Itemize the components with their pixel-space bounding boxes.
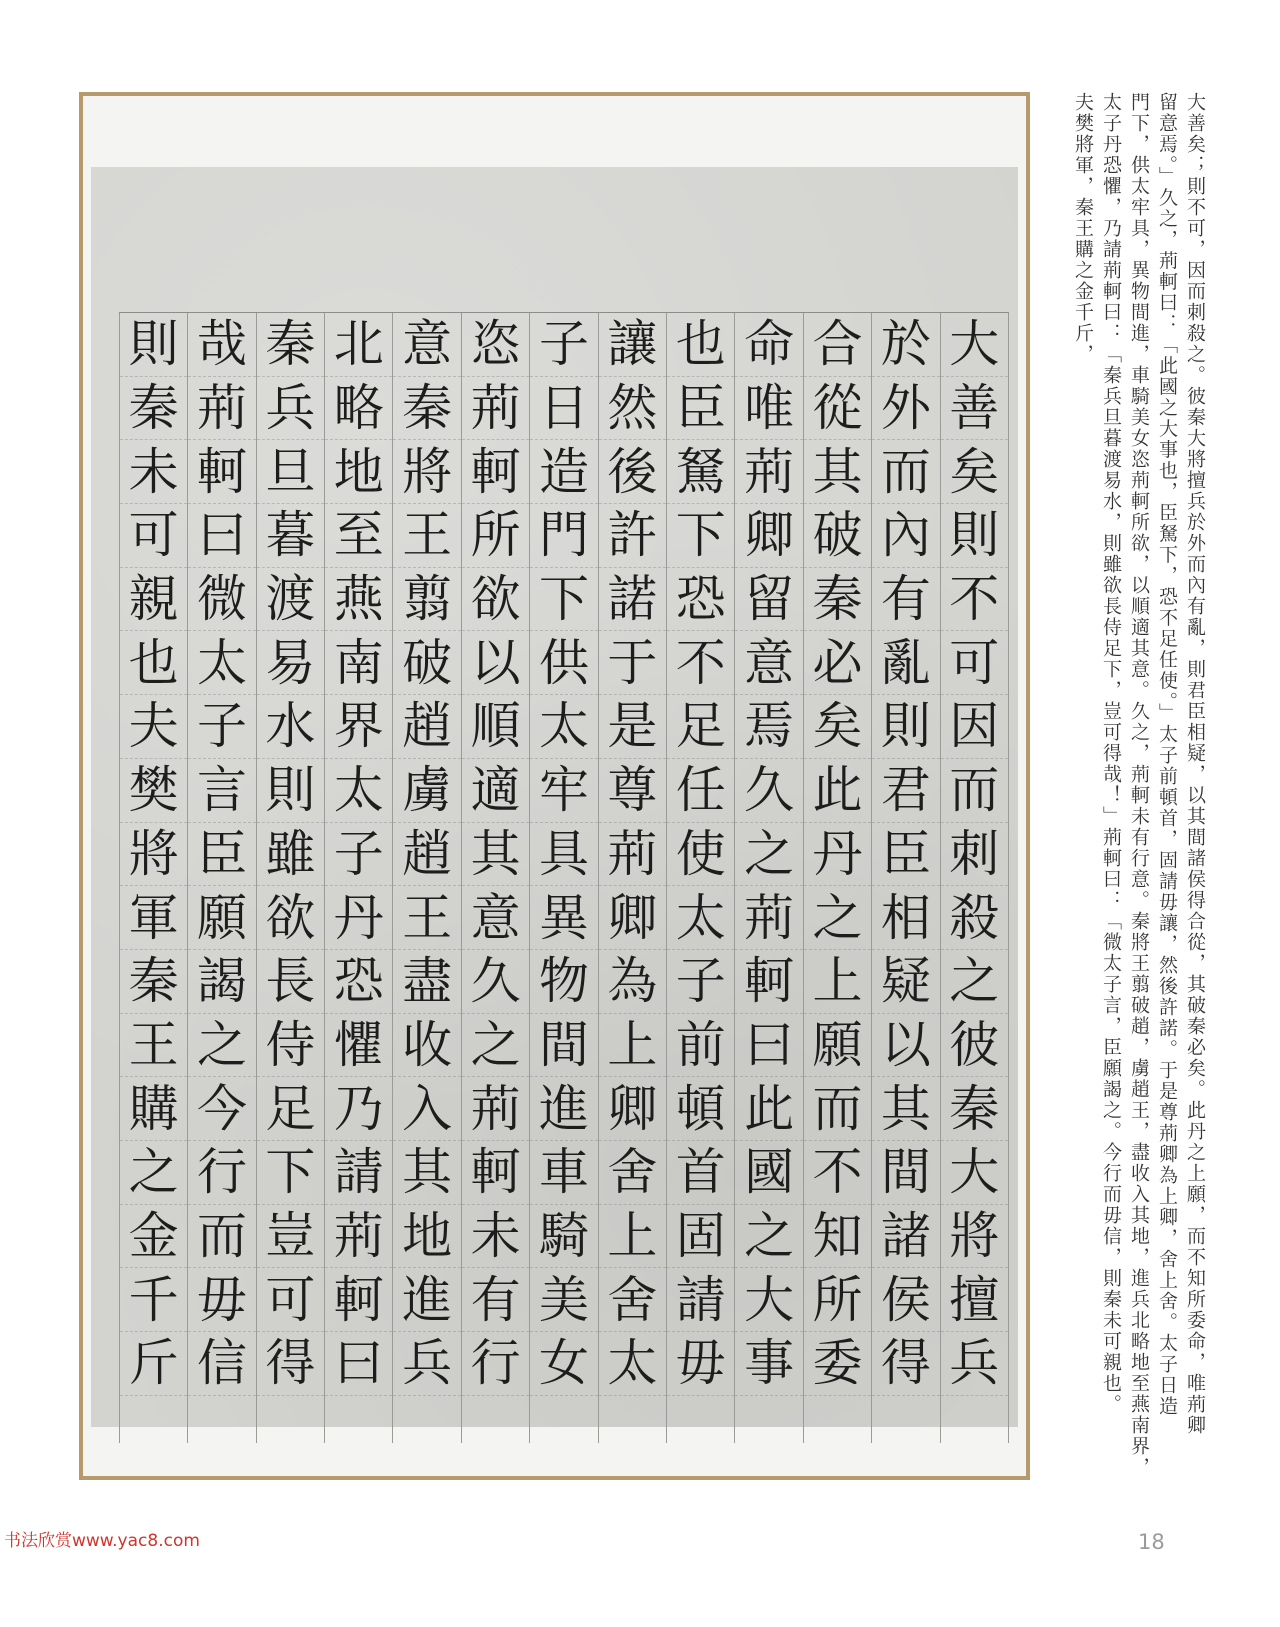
calligraphy-character: 請 <box>667 1268 734 1332</box>
calligraphy-character: 乃 <box>325 1077 392 1141</box>
calligraphy-character: 丹 <box>804 823 871 887</box>
calligraphy-character: 入 <box>393 1077 460 1141</box>
calligraphy-column <box>871 313 939 1443</box>
calligraphy-character: 其 <box>804 440 871 504</box>
calligraphy-column <box>256 313 324 1443</box>
calligraphy-character: 軻 <box>188 440 255 504</box>
calligraphy-character: 毋 <box>188 1268 255 1332</box>
transcription-column: 夫樊將軍，秦王購之金千斤， <box>1072 92 1094 365</box>
calligraphy-character: 門 <box>530 504 597 568</box>
calligraphy-character: 請 <box>325 1141 392 1205</box>
calligraphy-plate-frame <box>79 92 1030 1480</box>
calligraphy-character: 子 <box>188 695 255 759</box>
calligraphy-character: 進 <box>393 1268 460 1332</box>
calligraphy-character: 下 <box>667 504 734 568</box>
calligraphy-character: 荊 <box>325 1205 392 1269</box>
calligraphy-character: 尊 <box>599 759 666 823</box>
calligraphy-character: 臣 <box>188 823 255 887</box>
calligraphy-character: 于 <box>599 631 666 695</box>
calligraphy-character: 外 <box>872 377 939 441</box>
calligraphy-character: 為 <box>599 950 666 1014</box>
calligraphy-character: 秦 <box>804 568 871 632</box>
calligraphy-character: 兵 <box>257 377 324 441</box>
calligraphy-character: 久 <box>735 759 802 823</box>
calligraphy-character: 趙 <box>393 695 460 759</box>
calligraphy-character: 殺 <box>941 886 1008 950</box>
calligraphy-character: 頓 <box>667 1077 734 1141</box>
calligraphy-character: 秦 <box>393 377 460 441</box>
calligraphy-character: 委 <box>804 1332 871 1396</box>
calligraphy-character: 國 <box>735 1141 802 1205</box>
calligraphy-character: 軻 <box>735 950 802 1014</box>
calligraphy-character: 至 <box>325 504 392 568</box>
calligraphy-character: 微 <box>188 568 255 632</box>
calligraphy-character: 行 <box>462 1332 529 1396</box>
calligraphy-character: 適 <box>462 759 529 823</box>
calligraphy-character: 意 <box>735 631 802 695</box>
calligraphy-character: 樊 <box>120 759 187 823</box>
calligraphy-character: 王 <box>120 1014 187 1078</box>
calligraphy-character: 因 <box>941 695 1008 759</box>
calligraphy-character: 以 <box>462 631 529 695</box>
calligraphy-character: 合 <box>804 313 871 377</box>
calligraphy-character: 命 <box>735 313 802 377</box>
calligraphy-character: 之 <box>188 1014 255 1078</box>
calligraphy-character: 未 <box>120 440 187 504</box>
calligraphy-character: 翦 <box>393 568 460 632</box>
calligraphy-character: 可 <box>120 504 187 568</box>
calligraphy-character: 使 <box>667 823 734 887</box>
calligraphy-character: 日 <box>530 377 597 441</box>
calligraphy-character: 大 <box>941 313 1008 377</box>
calligraphy-character: 其 <box>393 1141 460 1205</box>
calligraphy-character: 卿 <box>599 886 666 950</box>
calligraphy-column <box>119 313 187 1443</box>
calligraphy-character: 固 <box>667 1205 734 1269</box>
calligraphy-character: 曰 <box>188 504 255 568</box>
calligraphy-character: 破 <box>393 631 460 695</box>
calligraphy-character: 意 <box>393 313 460 377</box>
calligraphy-character: 有 <box>462 1268 529 1332</box>
transcription-column: 門下，供太牢具，異物間進，車騎美女恣荊軻所欲，以順適其意。久之，荊軻未有行意。秦將王翦破趙，虜趙王，盡收入其地，進兵北略地至燕南界， <box>1128 92 1150 1478</box>
calligraphy-character: 從 <box>804 377 871 441</box>
calligraphy-character: 懼 <box>325 1014 392 1078</box>
calligraphy-character: 卿 <box>735 504 802 568</box>
calligraphy-character: 南 <box>325 631 392 695</box>
calligraphy-character: 雖 <box>257 823 324 887</box>
calligraphy-character: 足 <box>667 695 734 759</box>
calligraphy-character: 車 <box>530 1141 597 1205</box>
calligraphy-character: 秦 <box>257 313 324 377</box>
calligraphy-character: 而 <box>188 1205 255 1269</box>
calligraphy-character: 於 <box>872 313 939 377</box>
calligraphy-character: 矣 <box>804 695 871 759</box>
calligraphy-character: 略 <box>325 377 392 441</box>
calligraphy-rubbing <box>91 167 1018 1427</box>
calligraphy-character: 不 <box>941 568 1008 632</box>
calligraphy-character: 內 <box>872 504 939 568</box>
calligraphy-character: 造 <box>530 440 597 504</box>
calligraphy-character: 臣 <box>872 823 939 887</box>
calligraphy-character: 易 <box>257 631 324 695</box>
calligraphy-character: 軻 <box>325 1268 392 1332</box>
calligraphy-character: 子 <box>530 313 597 377</box>
calligraphy-character: 欲 <box>257 886 324 950</box>
calligraphy-character: 金 <box>120 1205 187 1269</box>
calligraphy-character: 擅 <box>941 1268 1008 1332</box>
calligraphy-column <box>803 313 871 1443</box>
calligraphy-character: 所 <box>462 504 529 568</box>
calligraphy-character: 夫 <box>120 695 187 759</box>
calligraphy-character: 騎 <box>530 1205 597 1269</box>
calligraphy-character: 可 <box>257 1268 324 1332</box>
calligraphy-character: 斤 <box>120 1332 187 1396</box>
calligraphy-character: 軻 <box>462 1141 529 1205</box>
calligraphy-character: 卿 <box>599 1077 666 1141</box>
calligraphy-character: 荊 <box>188 377 255 441</box>
calligraphy-character: 丹 <box>325 886 392 950</box>
calligraphy-character: 行 <box>188 1141 255 1205</box>
calligraphy-character: 足 <box>257 1077 324 1141</box>
calligraphy-character: 未 <box>462 1205 529 1269</box>
calligraphy-character: 大 <box>941 1141 1008 1205</box>
calligraphy-character: 意 <box>462 886 529 950</box>
calligraphy-column <box>940 313 1009 1443</box>
calligraphy-character: 諸 <box>872 1205 939 1269</box>
calligraphy-character: 必 <box>804 631 871 695</box>
calligraphy-character: 秦 <box>120 950 187 1014</box>
calligraphy-character: 知 <box>804 1205 871 1269</box>
calligraphy-character: 舍 <box>599 1268 666 1332</box>
calligraphy-character: 下 <box>257 1141 324 1205</box>
calligraphy-character: 而 <box>804 1077 871 1141</box>
calligraphy-character: 上 <box>599 1014 666 1078</box>
calligraphy-character: 太 <box>667 886 734 950</box>
calligraphy-character: 暮 <box>257 504 324 568</box>
calligraphy-character: 許 <box>599 504 666 568</box>
calligraphy-character: 不 <box>667 631 734 695</box>
calligraphy-character: 太 <box>599 1332 666 1396</box>
transcription-column: 留意焉。」久之，荊軻曰：「此國之大事也，臣駑下，恐不足任使。」太子前頓首，固請毋讓，然後許諾。于是尊荊卿為上卿，舍上舍。太子日造 <box>1156 92 1178 1417</box>
calligraphy-character: 侯 <box>872 1268 939 1332</box>
calligraphy-character: 而 <box>872 440 939 504</box>
calligraphy-character: 間 <box>872 1141 939 1205</box>
calligraphy-character: 臣 <box>667 377 734 441</box>
calligraphy-character: 也 <box>667 313 734 377</box>
calligraphy-character: 兵 <box>941 1332 1008 1396</box>
calligraphy-character: 供 <box>530 631 597 695</box>
page-number: 18 <box>1138 1530 1165 1554</box>
calligraphy-character: 欲 <box>462 568 529 632</box>
calligraphy-character: 之 <box>735 823 802 887</box>
calligraphy-character: 子 <box>667 950 734 1014</box>
calligraphy-character: 駑 <box>667 440 734 504</box>
calligraphy-character: 則 <box>120 313 187 377</box>
calligraphy-character: 焉 <box>735 695 802 759</box>
calligraphy-character: 荊 <box>462 1077 529 1141</box>
calligraphy-character: 軻 <box>462 440 529 504</box>
calligraphy-character: 首 <box>667 1141 734 1205</box>
calligraphy-character: 地 <box>325 440 392 504</box>
calligraphy-column <box>529 313 597 1443</box>
calligraphy-character: 購 <box>120 1077 187 1141</box>
calligraphy-character: 千 <box>120 1268 187 1332</box>
calligraphy-character: 可 <box>941 631 1008 695</box>
calligraphy-character: 留 <box>735 568 802 632</box>
calligraphy-character: 將 <box>941 1205 1008 1269</box>
calligraphy-character: 其 <box>872 1077 939 1141</box>
calligraphy-character: 不 <box>804 1141 871 1205</box>
calligraphy-character: 則 <box>872 695 939 759</box>
calligraphy-character: 毋 <box>667 1332 734 1396</box>
calligraphy-character: 侍 <box>257 1014 324 1078</box>
calligraphy-character: 之 <box>462 1014 529 1078</box>
calligraphy-character: 相 <box>872 886 939 950</box>
calligraphy-character: 其 <box>462 823 529 887</box>
calligraphy-character: 北 <box>325 313 392 377</box>
calligraphy-character: 異 <box>530 886 597 950</box>
calligraphy-character: 也 <box>120 631 187 695</box>
calligraphy-character: 間 <box>530 1014 597 1078</box>
calligraphy-character: 有 <box>872 568 939 632</box>
plate-mat <box>83 96 1026 1476</box>
calligraphy-character: 荊 <box>735 440 802 504</box>
transcription-column: 大善矣；則不可，因而刺殺之。彼秦大將擅兵於外而內有亂，則君臣相疑，以其間諸侯得合從，其破秦必矣。此丹之上願，而不知所委命，唯荊卿 <box>1184 92 1206 1436</box>
calligraphy-character: 太 <box>188 631 255 695</box>
calligraphy-character: 然 <box>599 377 666 441</box>
calligraphy-character: 此 <box>804 759 871 823</box>
calligraphy-character: 事 <box>735 1332 802 1396</box>
calligraphy-column <box>392 313 460 1443</box>
calligraphy-character: 進 <box>530 1077 597 1141</box>
calligraphy-character: 具 <box>530 823 597 887</box>
calligraphy-character: 虜 <box>393 759 460 823</box>
calligraphy-character: 親 <box>120 568 187 632</box>
calligraphy-grid <box>119 312 1009 1443</box>
calligraphy-character: 則 <box>941 504 1008 568</box>
calligraphy-character: 刺 <box>941 823 1008 887</box>
transcription-text <box>1072 92 1206 1478</box>
calligraphy-character: 言 <box>188 759 255 823</box>
calligraphy-character: 以 <box>872 1014 939 1078</box>
calligraphy-character: 此 <box>735 1077 802 1141</box>
calligraphy-character: 子 <box>325 823 392 887</box>
calligraphy-column <box>324 313 392 1443</box>
calligraphy-character: 太 <box>325 759 392 823</box>
calligraphy-character: 恣 <box>462 313 529 377</box>
calligraphy-column <box>187 313 255 1443</box>
calligraphy-column <box>598 313 666 1443</box>
calligraphy-character: 願 <box>188 886 255 950</box>
calligraphy-character: 荊 <box>735 886 802 950</box>
calligraphy-character: 唯 <box>735 377 802 441</box>
calligraphy-character: 舍 <box>599 1141 666 1205</box>
calligraphy-character: 軍 <box>120 886 187 950</box>
calligraphy-character: 荊 <box>462 377 529 441</box>
calligraphy-character: 物 <box>530 950 597 1014</box>
calligraphy-character: 美 <box>530 1268 597 1332</box>
calligraphy-character: 荊 <box>599 823 666 887</box>
calligraphy-character: 所 <box>804 1268 871 1332</box>
calligraphy-character: 將 <box>393 440 460 504</box>
calligraphy-character: 太 <box>530 695 597 759</box>
calligraphy-character: 旦 <box>257 440 324 504</box>
calligraphy-character: 得 <box>872 1332 939 1396</box>
calligraphy-character: 燕 <box>325 568 392 632</box>
calligraphy-character: 久 <box>462 950 529 1014</box>
calligraphy-character: 趙 <box>393 823 460 887</box>
calligraphy-character: 願 <box>804 1014 871 1078</box>
calligraphy-character: 水 <box>257 695 324 759</box>
calligraphy-character: 亂 <box>872 631 939 695</box>
calligraphy-character: 地 <box>393 1205 460 1269</box>
calligraphy-character: 則 <box>257 759 324 823</box>
calligraphy-character: 彼 <box>941 1014 1008 1078</box>
calligraphy-character: 善 <box>941 377 1008 441</box>
calligraphy-character: 王 <box>393 886 460 950</box>
transcription-column: 太子丹恐懼，乃請荊軻曰：「秦兵旦暮渡易水，則雖欲長侍足下，豈可得哉！」荊軻曰：「微太子言，臣願謁之。今行而毋信，則秦未可親也。 <box>1100 92 1122 1415</box>
calligraphy-character: 女 <box>530 1332 597 1396</box>
calligraphy-character: 豈 <box>257 1205 324 1269</box>
calligraphy-character: 破 <box>804 504 871 568</box>
calligraphy-character: 順 <box>462 695 529 759</box>
calligraphy-character: 謁 <box>188 950 255 1014</box>
calligraphy-character: 之 <box>120 1141 187 1205</box>
calligraphy-character: 曰 <box>325 1332 392 1396</box>
calligraphy-character: 秦 <box>120 377 187 441</box>
calligraphy-character: 將 <box>120 823 187 887</box>
calligraphy-character: 恐 <box>325 950 392 1014</box>
calligraphy-character: 得 <box>257 1332 324 1396</box>
calligraphy-column <box>461 313 529 1443</box>
calligraphy-character: 信 <box>188 1332 255 1396</box>
calligraphy-character: 恐 <box>667 568 734 632</box>
calligraphy-character: 之 <box>804 886 871 950</box>
calligraphy-character: 之 <box>735 1205 802 1269</box>
calligraphy-character: 上 <box>599 1205 666 1269</box>
calligraphy-character: 收 <box>393 1014 460 1078</box>
calligraphy-character: 任 <box>667 759 734 823</box>
calligraphy-character: 疑 <box>872 950 939 1014</box>
calligraphy-character: 渡 <box>257 568 324 632</box>
calligraphy-character: 哉 <box>188 313 255 377</box>
calligraphy-character: 讓 <box>599 313 666 377</box>
calligraphy-character: 王 <box>393 504 460 568</box>
calligraphy-character: 牢 <box>530 759 597 823</box>
calligraphy-character: 諾 <box>599 568 666 632</box>
calligraphy-column <box>666 313 734 1443</box>
calligraphy-character: 前 <box>667 1014 734 1078</box>
calligraphy-character: 而 <box>941 759 1008 823</box>
calligraphy-character: 之 <box>941 950 1008 1014</box>
site-watermark: 书法欣赏www.yac8.com <box>4 1531 200 1551</box>
calligraphy-character: 兵 <box>393 1332 460 1396</box>
calligraphy-character: 今 <box>188 1077 255 1141</box>
calligraphy-character: 君 <box>872 759 939 823</box>
calligraphy-character: 盡 <box>393 950 460 1014</box>
calligraphy-character: 曰 <box>735 1014 802 1078</box>
calligraphy-character: 是 <box>599 695 666 759</box>
calligraphy-character: 界 <box>325 695 392 759</box>
calligraphy-character: 矣 <box>941 440 1008 504</box>
calligraphy-column <box>734 313 802 1443</box>
calligraphy-character: 上 <box>804 950 871 1014</box>
calligraphy-character: 下 <box>530 568 597 632</box>
calligraphy-character: 後 <box>599 440 666 504</box>
calligraphy-character: 長 <box>257 950 324 1014</box>
calligraphy-character: 秦 <box>941 1077 1008 1141</box>
calligraphy-character: 大 <box>735 1268 802 1332</box>
